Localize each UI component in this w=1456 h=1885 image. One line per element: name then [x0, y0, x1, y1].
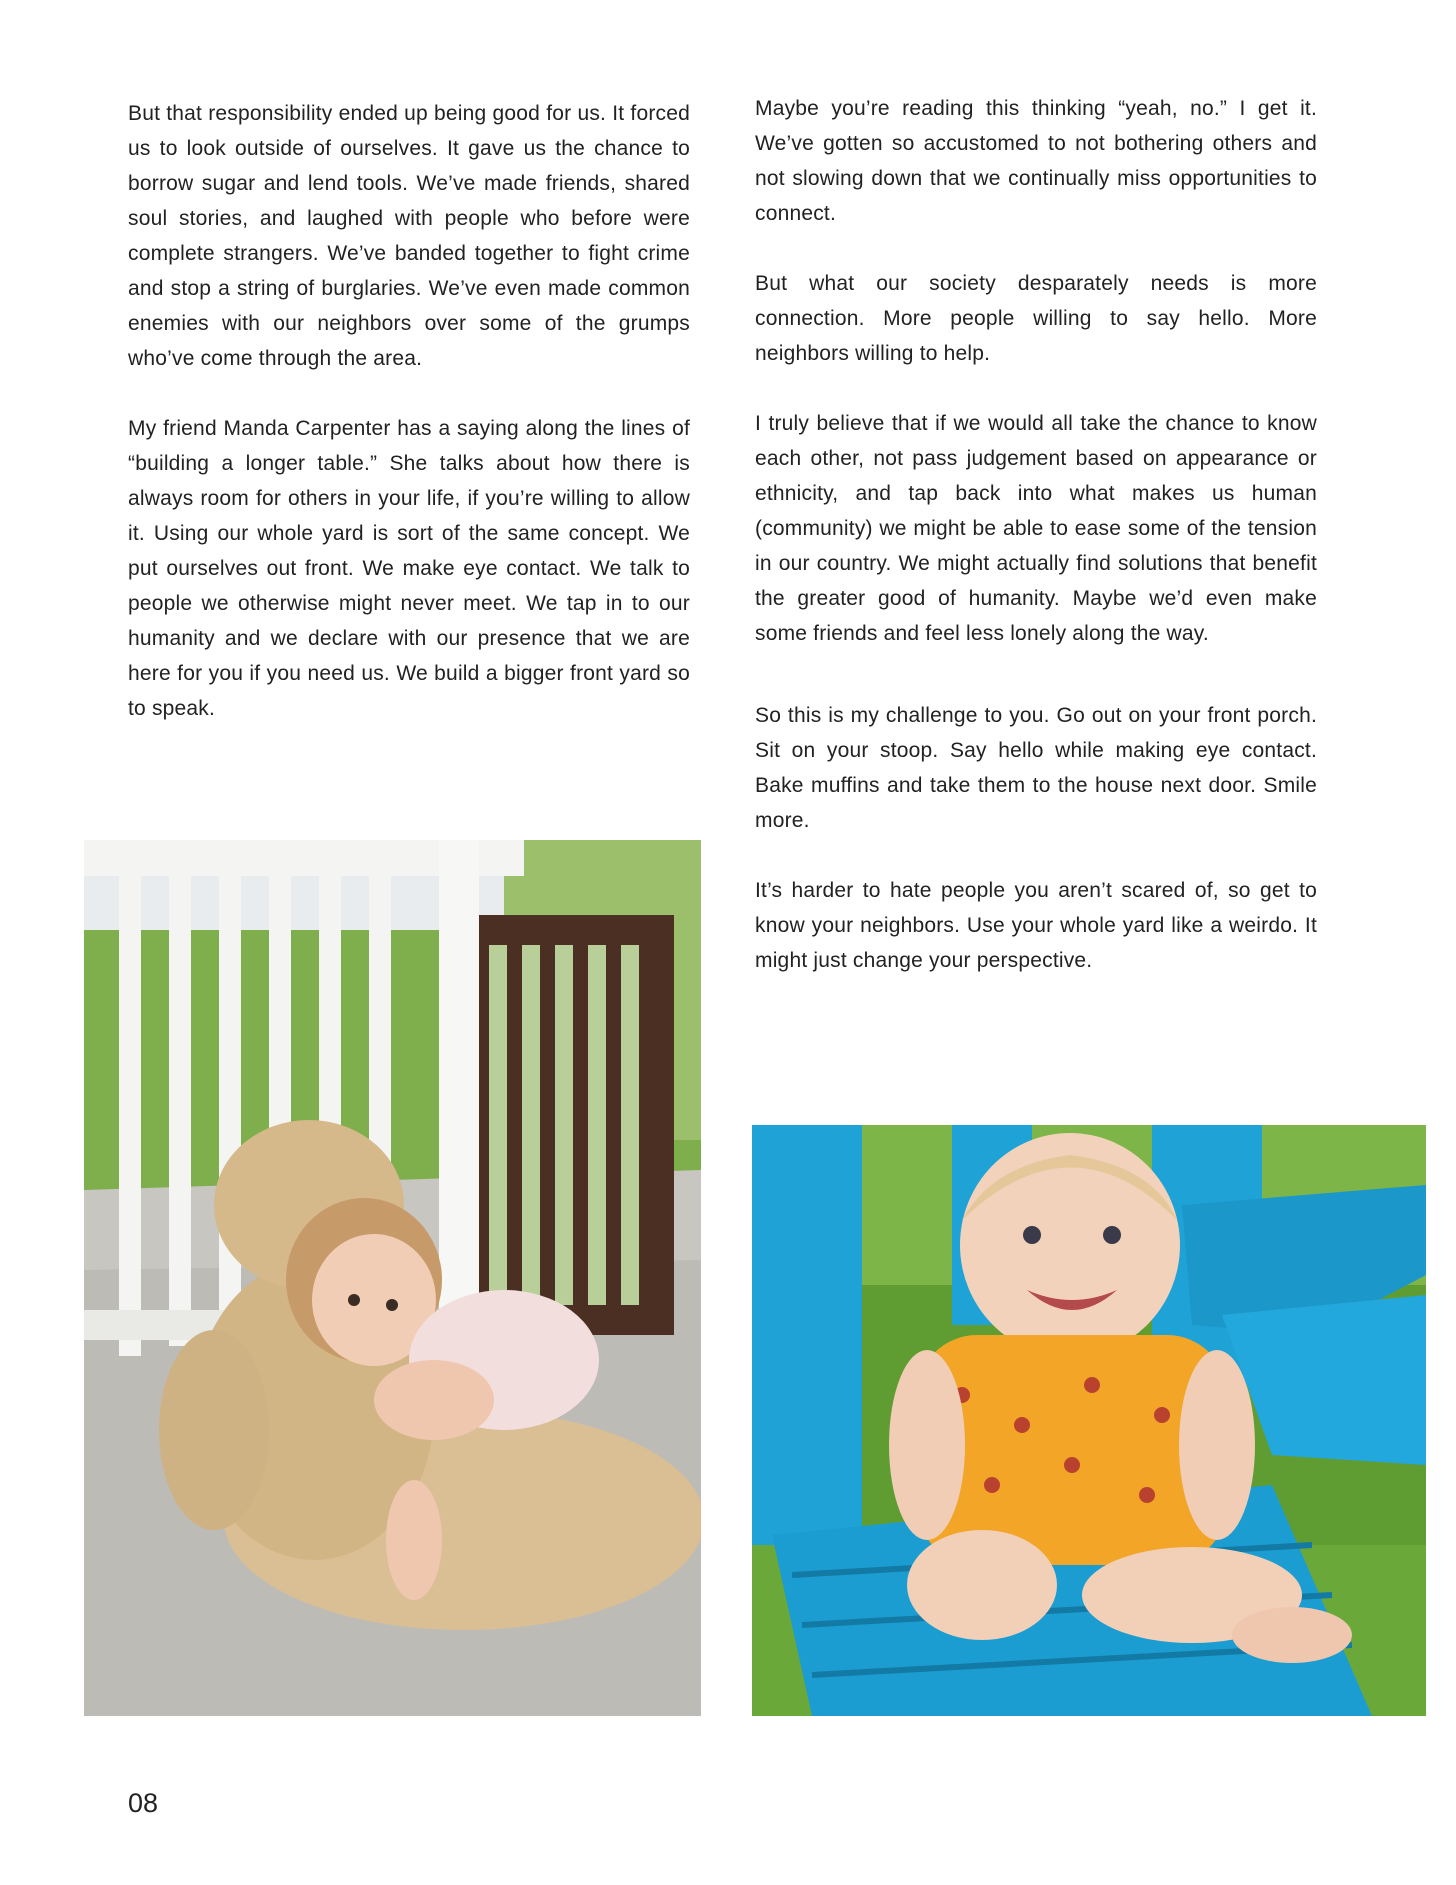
paragraph: But that responsibility ended up being good for us. It forced us to look outside of ourselves. It gave us the chance to borrow sugar and lend tools. We’ve made friends, shared soul stories, and laughed with people who before were complete strangers. We’ve banded together to fight crime and stop a string of burglaries. We’ve even made common enemies with our neighbors over some of the grumps who’ve come through the area. [128, 102, 690, 370]
girl-with-dog-photo [84, 840, 701, 1716]
paragraph: Maybe you’re reading this thinking “yeah, no.” I get it. We’ve gotten so accustomed to not bothering others and not slowing down that we continually miss opportunities to connect. [755, 97, 1317, 225]
girl-with-dog-on-porch-photo [84, 840, 701, 1716]
paragraph: My friend Manda Carpenter has a saying along the lines of “building a longer table.” She talks about how there is always room for others in your life, if you’re willing to allow it. Using our whole yard is sort of the same concept. We put ourselves out front. We make eye contact. We talk to people we otherwise might never meet. We tap in to our humanity and we declare with our presence that we are here for you if you need us. We build a bigger front yard so to speak. [128, 417, 690, 720]
toddler-in-chair-photo [752, 1125, 1426, 1716]
right-text-column [755, 91, 1317, 1013]
page-number: 08 [128, 1788, 159, 1818]
paragraph: It’s harder to hate people you aren’t scared of, so get to know your neighbors. Use your whole yard like a weirdo. It might just change your perspective. [755, 879, 1317, 972]
toddler-in-blue-chair-photo [752, 1125, 1426, 1716]
paragraph: I truly believe that if we would all take the chance to know each other, not pass judgement based on appearance or ethnicity, and tap back into what makes us human (community) we might be able to ease some of the tension in our country. We might actually find solutions that benefit the greater good of humanity. Maybe we’d even make some friends and feel less lonely along the way. [755, 412, 1317, 645]
paragraph: But what our society desparately needs is more connection. More people willing to say hello. More neighbors willing to help. [755, 272, 1317, 365]
left-text-column [128, 96, 690, 761]
paragraph: So this is my challenge to you. Go out on your front porch. Sit on your stoop. Say hello while making eye contact. Bake muffins and take them to the house next door. Smile more. [755, 704, 1317, 832]
